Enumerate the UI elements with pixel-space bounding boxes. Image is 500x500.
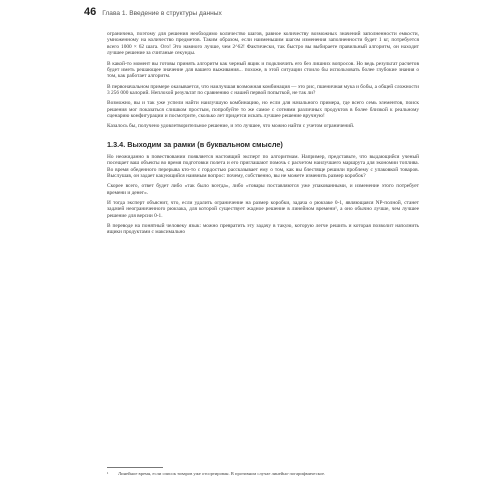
footnote-divider — [107, 467, 163, 468]
page-header — [84, 6, 222, 18]
footnote-mark: ¹ — [107, 471, 109, 476]
chapter-title: Глава 1. Введение в структуры данных — [102, 10, 222, 17]
footnote-text: Линейное время, если список товаров уже отсортирован. В противном случае линейно-логарифмическое. — [118, 471, 326, 476]
paragraph: Но неожиданно в повествовании появляется настоящий эксперт по алгоритмам. Например, представьте, что выдающийся ученый посещает ваш объекты во время подготовки полета и его приглашают помочь с расчетом наилучшего маршрута для экономии топлива. Во время обеденного перерыва кто-то с гордостью рассказывает ему о том, как вы блестяще решили проблему с упаковкой товаров. Выслушав, он задает какующийся наивным вопрос: почему, собственно, вы не можете изменить размер коробок? — [107, 153, 419, 179]
paragraph: В первоначальном примере оказывается, что наилучшая возможная комбинация — это рис, пшеничная мука и бобы, а общей сложности 3 256 000 калорий. Неплохой результат по сравнению с нашей первой попыткой, не так ли? — [107, 83, 419, 96]
footnote — [107, 471, 419, 477]
paragraph: Возможно, вы и так уже успели найти наилучшую комбинацию, но если для начального примера, где всего семь элементов, поиск решения мог показаться слишком простым, попробуйте то же самое с сотнями различных продуктов в более близкой к реальному сценарию конфигурации и посмотрите, сколько лет придется искать лучшее решение вручную! — [107, 100, 419, 120]
paragraph: Скорее всего, ответ будет либо «так было всегда», либо «товары поставляются уже упакованными, и изменение этого потребует времени и денег». — [107, 183, 419, 196]
paragraph: Казалось бы, получено удовлетворительное решение, и это лучшее, что можно найти с учетом ограничений. — [107, 123, 355, 130]
paragraph: В переводе на понятный человеку язык: можно превратить эту задачу в такую, которую легче решить и которая позволит наполнить ящики продуктами с максимально — [107, 222, 419, 236]
paragraph: И тогда эксперт объяснит, что, если удалить ограничение на размер коробки, задача о рюкзаке 0-1, являющаяся NP-полной, станет задачей неограниченного рюкзака, для которой существует жадное решение в линейном времени¹, а оно обычно лучше, чем лучшее решение для версии 0-1. — [107, 199, 419, 219]
page-number: 46 — [84, 6, 97, 18]
paragraph: ограничена, поэтому для решения необходимо количество шагов, равное количеству возможных значений заполненности емкости, умноженному на количество предметов. Таким образом, если наименьшим шагом изменения заполненности будет 1 кг, потребуется всего 1000 × 62 шага. Ого! Это намного лучше, чем 2^62! Фактически, так быстро вы выбираете правильный алгоритм, он находит лучшее решение за считаные секунды. — [107, 31, 419, 57]
paragraph: В какой-то момент вы готовы принять алгоритм как черный ящик и подключить его без лишних вопросов. Но ведь результат расчетов будет иметь решающее значение для вашего выживания... похоже, в этой ситуации стоило бы использовать более глубокие знания о том, как работает алгоритм. — [107, 60, 419, 80]
page-body — [107, 31, 419, 236]
section-heading: 1.3.4. Выходим за рамки (в буквальном смысле) — [107, 139, 283, 149]
